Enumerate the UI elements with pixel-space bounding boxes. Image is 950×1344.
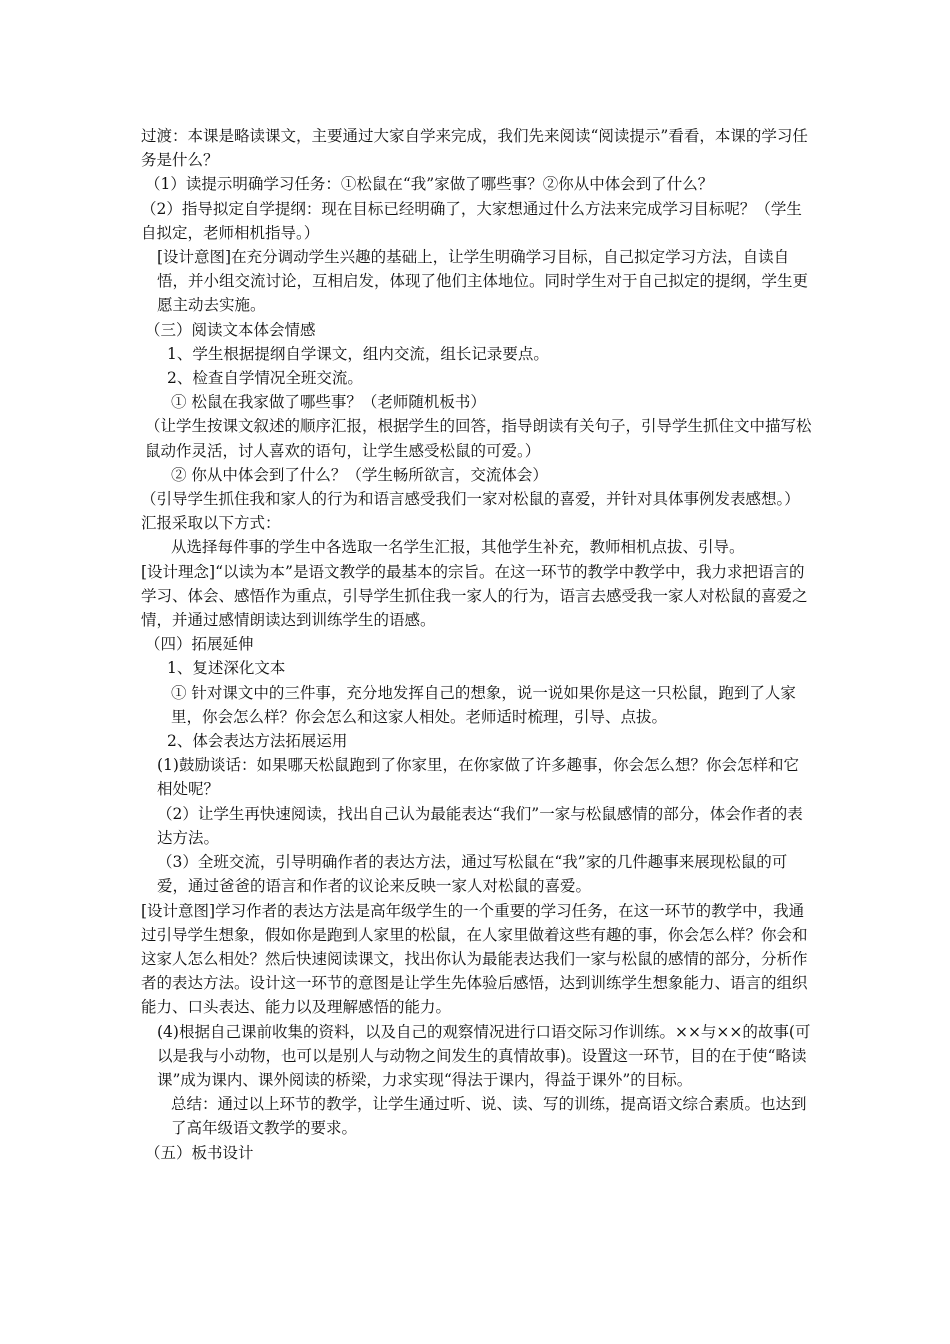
section-heading-3: （三）阅读文本体会情感 [145, 320, 316, 339]
activity-step: (4)根据自己课前收集的资料，以及自己的观察情况进行口语交际习作训练。××与××的故事(可以是我与小动物，也可以是别人与动物之间发生的真情故事)。设置这一环节，目的在于使“略读课”成为课内、课外阅读的桥梁，力求实现“得法于课内，得益于课外”的目标。 [157, 1022, 811, 1089]
list-item: 1、复述深化文本 [167, 659, 286, 678]
summary-paragraph: 总结：通过以上环节的教学，让学生通过听、说、读、写的训练，提高语文综合素质。也达到了高年级语文教学的要求。 [171, 1095, 807, 1138]
guidance-note: （让学生按课文叙述的顺序汇报，根据学生的回答，指导朗读有关句子，引导学生抓住文中描写松鼠动作灵活，讨人喜欢的语句，让学生感受松鼠的可爱。） [145, 417, 812, 460]
list-item: 1、学生根据提纲自学课文，组内交流，组长记录要点。 [167, 344, 549, 363]
activity-step: （2）让学生再快速阅读，找出自己认为最能表达“我们”一家与松鼠感情的部分，体会作者的表达方法。 [157, 804, 803, 847]
section-heading-5: （五）板书设计 [145, 1143, 254, 1162]
transition-paragraph: 过渡：本课是略读课文，主要通过大家自学来完成，我们先来阅读“阅读提示”看看，本课的学习任务是什么？ [141, 127, 808, 170]
task-step-1: （1）读提示明确学习任务：①松鼠在“我”家做了哪些事？②你从中体会到了什么？ [145, 175, 714, 194]
retell-activity: ① 针对课文中的三件事，充分地发挥自己的想象，说一说如果你是这一只松鼠，跑到了人家里，你会怎么样？你会怎么和这家人相处。老师适时梳理，引导、点拔。 [171, 683, 796, 726]
question-1: ① 松鼠在我家做了哪些事？（老师随机板书） [171, 393, 486, 412]
activity-step: (1)鼓励谈话：如果哪天松鼠跑到了你家里，在你家做了许多趣事，你会怎么想？你会怎样和它相处呢？ [157, 756, 799, 799]
lesson-plan-body [141, 124, 813, 1165]
question-2: ② 你从中体会到了什么？（学生畅所欲言，交流体会） [171, 465, 548, 484]
design-concept: [设计理念]“以读为本”是语文教学的最基本的宗旨。在这一环节的教学中教学中，我力求把语言的学习、体会、感悟作为重点，引导学生抓住我一家人的行为，语言去感受我一家人对松鼠的喜爱之情，并通过感情朗读达到训练学生的语感。 [141, 562, 808, 630]
activity-step: （3）全班交流，引导明确作者的表达方法，通过写松鼠在“我”家的几件趣事来展现松鼠的可爱，通过爸爸的语言和作者的议论来反映一家人对松鼠的喜爱。 [157, 853, 788, 896]
list-item: 2、体会表达方法拓展运用 [167, 732, 348, 751]
design-intent-1: [设计意图]在充分调动学生兴趣的基础上，让学生明确学习目标，自己拟定学习方法，自读自悟，并小组交流讨论，互相启发，体现了他们主体地位。同时学生对于自己拟定的提纲，学生更愿主动去实施。 [157, 248, 809, 315]
report-method: 从选择每件事的学生中各选取一名学生汇报，其他学生补充，教师相机点拔、引导。 [171, 538, 745, 557]
section-heading-4: （四）拓展延伸 [145, 635, 254, 654]
guidance-note: （引导学生抓住我和家人的行为和语言感受我们一家对松鼠的喜爱，并针对具体事例发表感想。） [141, 490, 800, 509]
design-intent-2: [设计意图]学习作者的表达方法是高年级学生的一个重要的学习任务，在这一环节的教学中，我通过引导学生想象，假如你是跑到人家里的松鼠，在人家里做着这些有趣的事，你会怎么样？你会和这家人怎么相处？然后快速阅读课文，找出你认为最能表达我们一家与松鼠的感情的部分，分析作者的表达方法。设计这一环节的意图是让学生先体验后感悟，达到训练学生想象能力、语言的组织能力、口头表达、能力以及理解感悟的能力。 [141, 901, 808, 1017]
report-method-label: 汇报采取以下方式： [141, 514, 281, 533]
task-step-2: （2）指导拟定自学提纲：现在目标已经明确了，大家想通过什么方法来完成学习目标呢？（学生自拟定，老师相机指导。） [141, 199, 802, 242]
list-item: 2、检查自学情况全班交流。 [167, 369, 363, 388]
